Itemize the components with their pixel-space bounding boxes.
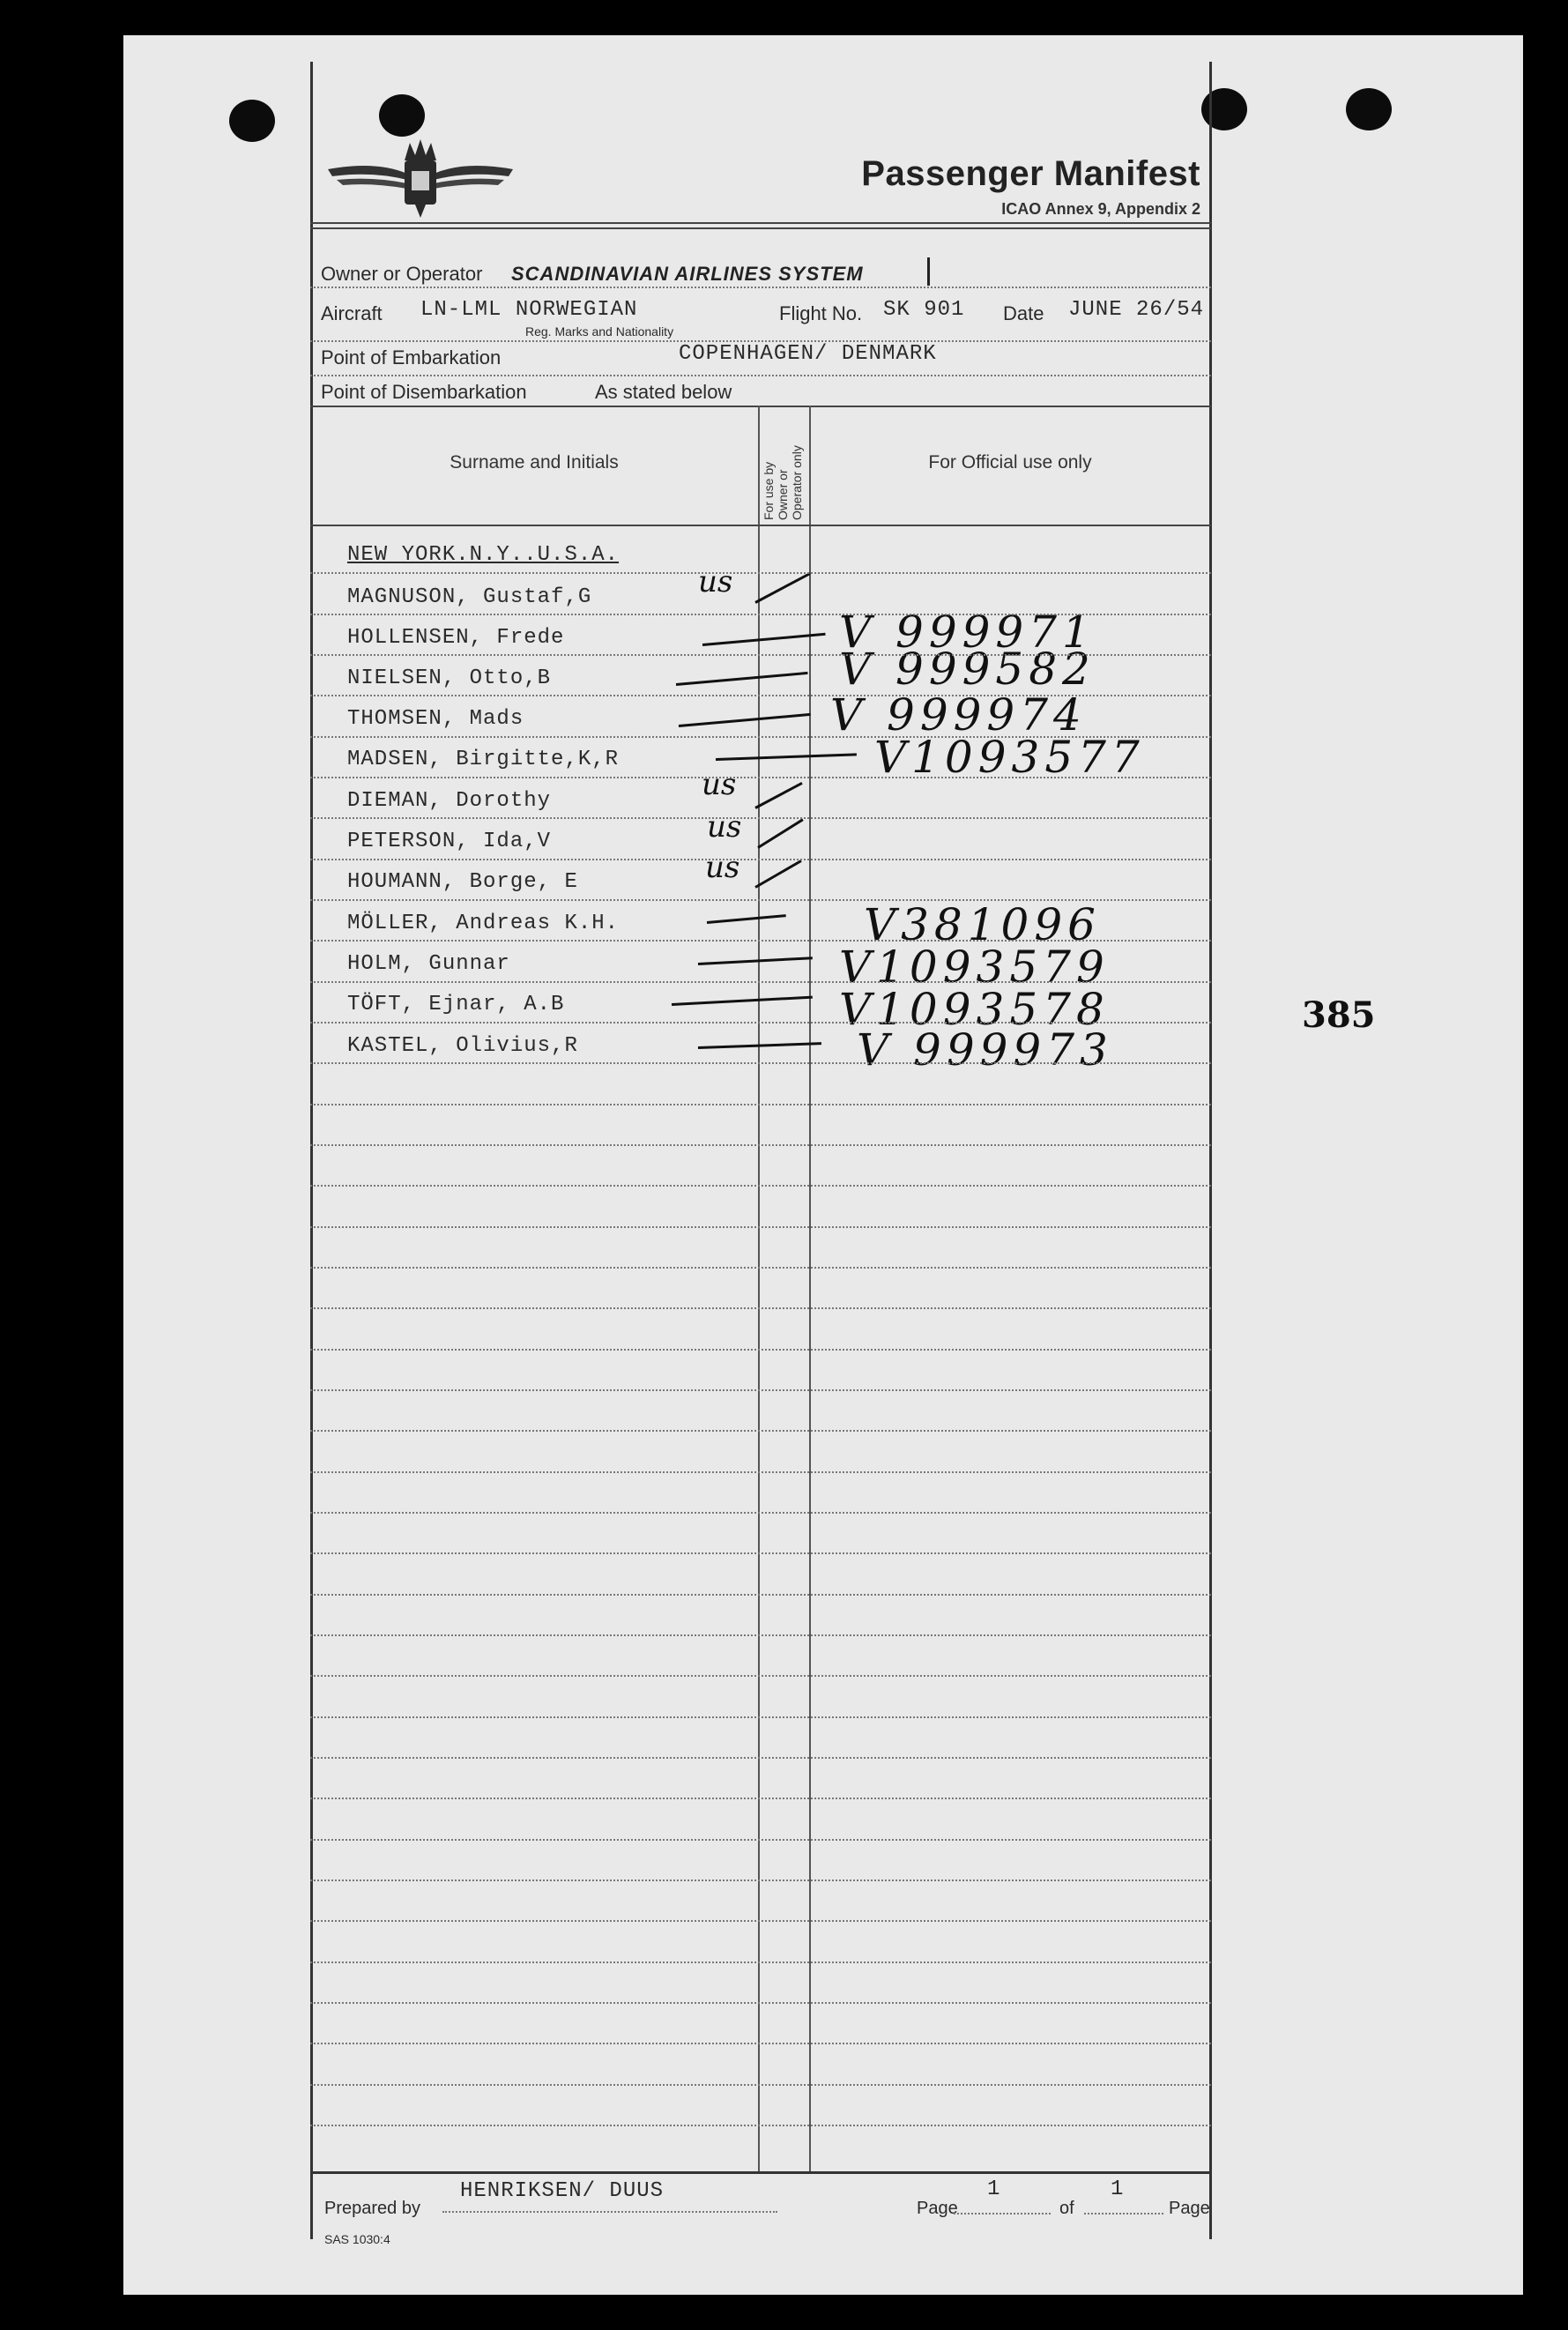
- of-label: of: [1059, 2199, 1074, 2218]
- official-number: V1093579: [839, 942, 1110, 993]
- binder-hole-icon: [229, 100, 275, 142]
- official-number: V 999973: [857, 1024, 1113, 1076]
- binder-hole-icon: [1346, 88, 1392, 130]
- form-code: SAS 1030:4: [324, 2232, 390, 2246]
- disembark-label: Point of Disembarkation: [321, 381, 527, 403]
- aircraft-label: Aircraft: [321, 302, 383, 324]
- owner-mark: us: [698, 564, 733, 599]
- official-number: V 999582: [839, 644, 1096, 695]
- owner-value: SCANDINAVIAN AIRLINES SYSTEM: [511, 263, 864, 285]
- official-number: V381096: [864, 899, 1101, 950]
- passenger-name: NIELSEN, Otto,B: [347, 666, 552, 690]
- owner-mark: us: [702, 767, 737, 802]
- passenger-name: HOLM, Gunnar: [347, 952, 510, 976]
- official-number: V1093578: [839, 984, 1110, 1035]
- owner-mark: us: [707, 809, 742, 845]
- passenger-name: PETERSON, Ida,V: [347, 830, 552, 853]
- official-number: V 999971: [839, 607, 1096, 658]
- prepared-by-value: HENRIKSEN/ DUUS: [460, 2179, 665, 2203]
- page-stamp-number: 385: [1302, 994, 1376, 1036]
- page-title: Passenger Manifest: [861, 154, 1200, 193]
- date-value: JUNE 26/54: [1068, 298, 1205, 322]
- aircraft-value: LN-LML NORWEGIAN: [420, 298, 638, 322]
- embark-value: COPENHAGEN/ DENMARK: [679, 342, 937, 366]
- passenger-name: HOLLENSEN, Frede: [347, 626, 565, 650]
- embark-label: Point of Embarkation: [321, 346, 502, 368]
- official-number: V 999974: [830, 689, 1087, 741]
- column-header-surname: Surname and Initials: [450, 452, 619, 473]
- prepared-by-label: Prepared by: [324, 2199, 420, 2218]
- flight-value: SK 901: [883, 298, 965, 322]
- manifest-form: [310, 62, 1211, 2246]
- passenger-name: MADSEN, Birgitte,K,R: [347, 748, 620, 771]
- flight-label: Flight No.: [779, 302, 863, 324]
- passenger-name: MÖLLER, Andreas K.H.: [347, 912, 620, 935]
- page-number: 1: [987, 2177, 1001, 2201]
- passenger-name: TÖFT, Ejnar, A.B: [347, 993, 565, 1016]
- passenger-name: HOUMANN, Borge, E: [347, 870, 578, 894]
- passenger-name: THOMSEN, Mads: [347, 707, 524, 731]
- page-subtitle: ICAO Annex 9, Appendix 2: [1001, 200, 1200, 218]
- passenger-name: DIEMAN, Dorothy: [347, 789, 552, 813]
- date-label: Date: [1003, 302, 1044, 324]
- destination-heading: NEW YORK.N.Y..U.S.A.: [347, 543, 620, 567]
- passenger-name: MAGNUSON, Gustaf,G: [347, 585, 592, 609]
- column-header-owner-use: For use by Owner or Operator only: [762, 445, 804, 520]
- page-label: Page: [917, 2199, 958, 2218]
- winged-crown-logo-icon: [323, 134, 517, 222]
- page-label-2: Page: [1169, 2199, 1210, 2218]
- reg-note: Reg. Marks and Nationality: [525, 324, 674, 339]
- owner-label: Owner or Operator: [321, 263, 483, 285]
- owner-mark: us: [705, 850, 740, 885]
- page-total: 1: [1111, 2177, 1125, 2201]
- disembark-value: As stated below: [595, 381, 732, 403]
- passenger-name: KASTEL, Olivius,R: [347, 1034, 578, 1058]
- column-header-official: For Official use only: [928, 452, 1092, 473]
- official-number: V1093577: [874, 732, 1145, 783]
